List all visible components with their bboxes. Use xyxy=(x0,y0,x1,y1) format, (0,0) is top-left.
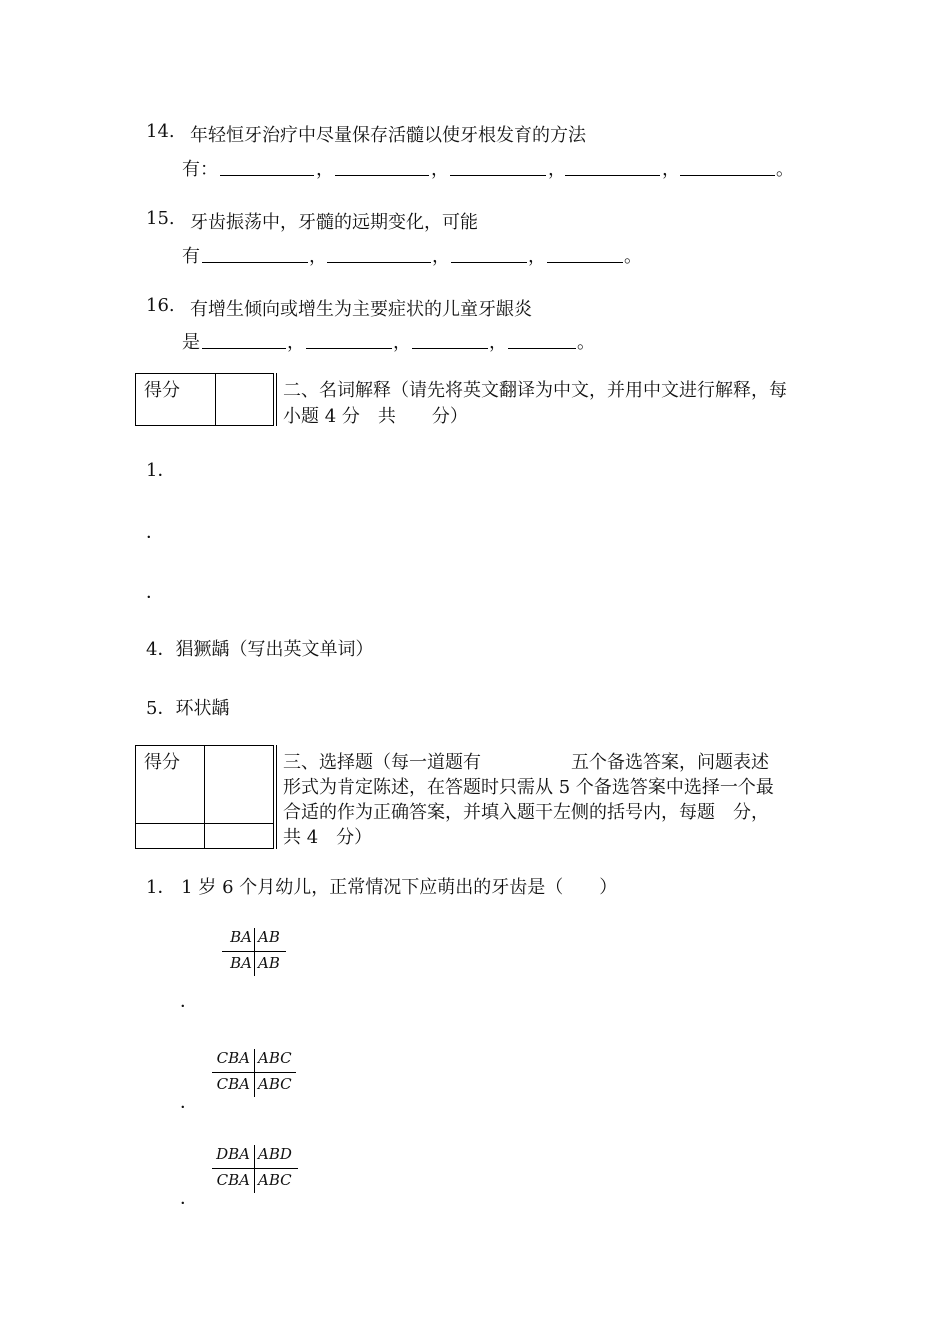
answer-blank[interactable] xyxy=(450,157,546,176)
section-heading: 二、名词解释（请先将英文翻译为中文，并用中文进行解释，每 xyxy=(283,380,787,401)
option-marker: ． xyxy=(180,1092,198,1113)
section-heading: 共 4 分） xyxy=(283,827,373,848)
notation-vertical-line xyxy=(254,1145,255,1193)
answer-blank[interactable] xyxy=(306,330,392,349)
section-heading: 三、选择题（每一道题有 五个备选答案，问题表述 xyxy=(283,752,769,773)
separator: ， xyxy=(431,159,449,180)
upper-right-teeth: BA xyxy=(230,928,252,946)
answer-blank[interactable] xyxy=(327,244,431,263)
lower-right-teeth: CBA xyxy=(216,1075,250,1093)
option-marker: ． xyxy=(180,991,198,1012)
score-box xyxy=(135,745,274,849)
score-label: 得分 xyxy=(144,380,180,401)
question-text: 1． 1 岁 6 个月幼儿，正常情况下应萌出的牙齿是（ ） xyxy=(146,877,618,898)
period: 。 xyxy=(624,246,642,267)
tooth-notation xyxy=(222,928,286,976)
tooth-notation xyxy=(212,1049,296,1097)
upper-left-teeth: AB xyxy=(258,928,280,946)
list-item: 5．环状龋 xyxy=(146,698,230,719)
tooth-notation xyxy=(212,1145,298,1193)
cell-divider xyxy=(204,746,205,848)
question-number: 15. xyxy=(146,208,175,229)
separator: ， xyxy=(287,332,305,353)
separator: ， xyxy=(548,159,566,180)
answer-blank[interactable] xyxy=(508,330,576,349)
lower-left-teeth: ABC xyxy=(258,1171,292,1189)
separator: ， xyxy=(489,332,507,353)
answer-blank[interactable] xyxy=(220,157,314,176)
separator: ， xyxy=(528,246,546,267)
notation-vertical-line xyxy=(254,1049,255,1097)
notation-horizontal-line xyxy=(212,1168,298,1169)
notation-vertical-line xyxy=(254,928,255,976)
score-label: 得分 xyxy=(144,752,180,773)
separator: ， xyxy=(393,332,411,353)
separator: ， xyxy=(432,246,450,267)
box-double-line xyxy=(276,373,277,426)
answer-blank[interactable] xyxy=(335,157,429,176)
cell-divider xyxy=(215,374,216,425)
box-double-line xyxy=(276,745,277,849)
answer-blank[interactable] xyxy=(202,330,286,349)
section-heading: 小题 4 分 共 分） xyxy=(283,406,468,427)
section-heading: 合适的作为正确答案，并填入题干左侧的括号内，每题 分， xyxy=(283,802,769,823)
answer-lead: 有： xyxy=(182,159,218,180)
separator: ， xyxy=(309,246,327,267)
answer-lead: 有 xyxy=(182,246,200,267)
answer-blank[interactable] xyxy=(680,157,775,176)
question-number: 16. xyxy=(146,295,175,316)
period: 。 xyxy=(577,332,595,353)
score-box xyxy=(135,373,274,426)
answer-blank[interactable] xyxy=(547,244,623,263)
upper-right-teeth: DBA xyxy=(216,1145,250,1163)
lower-right-teeth: BA xyxy=(230,954,252,972)
list-item: ． xyxy=(146,522,164,543)
list-item: ． xyxy=(146,582,164,603)
answer-lead: 是 xyxy=(182,332,200,353)
question-text: 有增生倾向或增生为主要症状的儿童牙龈炎 xyxy=(190,299,532,320)
question-text: 牙齿振荡中，牙髓的远期变化，可能 xyxy=(190,212,478,233)
question-number: 14. xyxy=(146,121,175,142)
section-heading: 形式为肯定陈述，在答题时只需从 5 个备选答案中选择一个最 xyxy=(283,777,774,798)
cell-divider xyxy=(136,823,273,824)
period: 。 xyxy=(776,159,794,180)
answer-blank[interactable] xyxy=(412,330,488,349)
answer-blank[interactable] xyxy=(202,244,308,263)
upper-left-teeth: ABC xyxy=(258,1049,292,1067)
separator: ， xyxy=(316,159,334,180)
separator: ， xyxy=(662,159,680,180)
list-item: 1． xyxy=(146,460,176,481)
answer-blank[interactable] xyxy=(451,244,527,263)
list-item: 4．猖獗龋（写出英文单词） xyxy=(146,639,374,660)
upper-left-teeth: ABD xyxy=(258,1145,292,1163)
upper-right-teeth: CBA xyxy=(216,1049,250,1067)
question-text: 年轻恒牙治疗中尽量保存活髓以使牙根发育的方法 xyxy=(190,125,586,146)
answer-blank[interactable] xyxy=(565,157,660,176)
lower-right-teeth: CBA xyxy=(216,1171,250,1189)
lower-left-teeth: AB xyxy=(258,954,280,972)
option-marker: ． xyxy=(180,1188,198,1209)
lower-left-teeth: ABC xyxy=(258,1075,292,1093)
